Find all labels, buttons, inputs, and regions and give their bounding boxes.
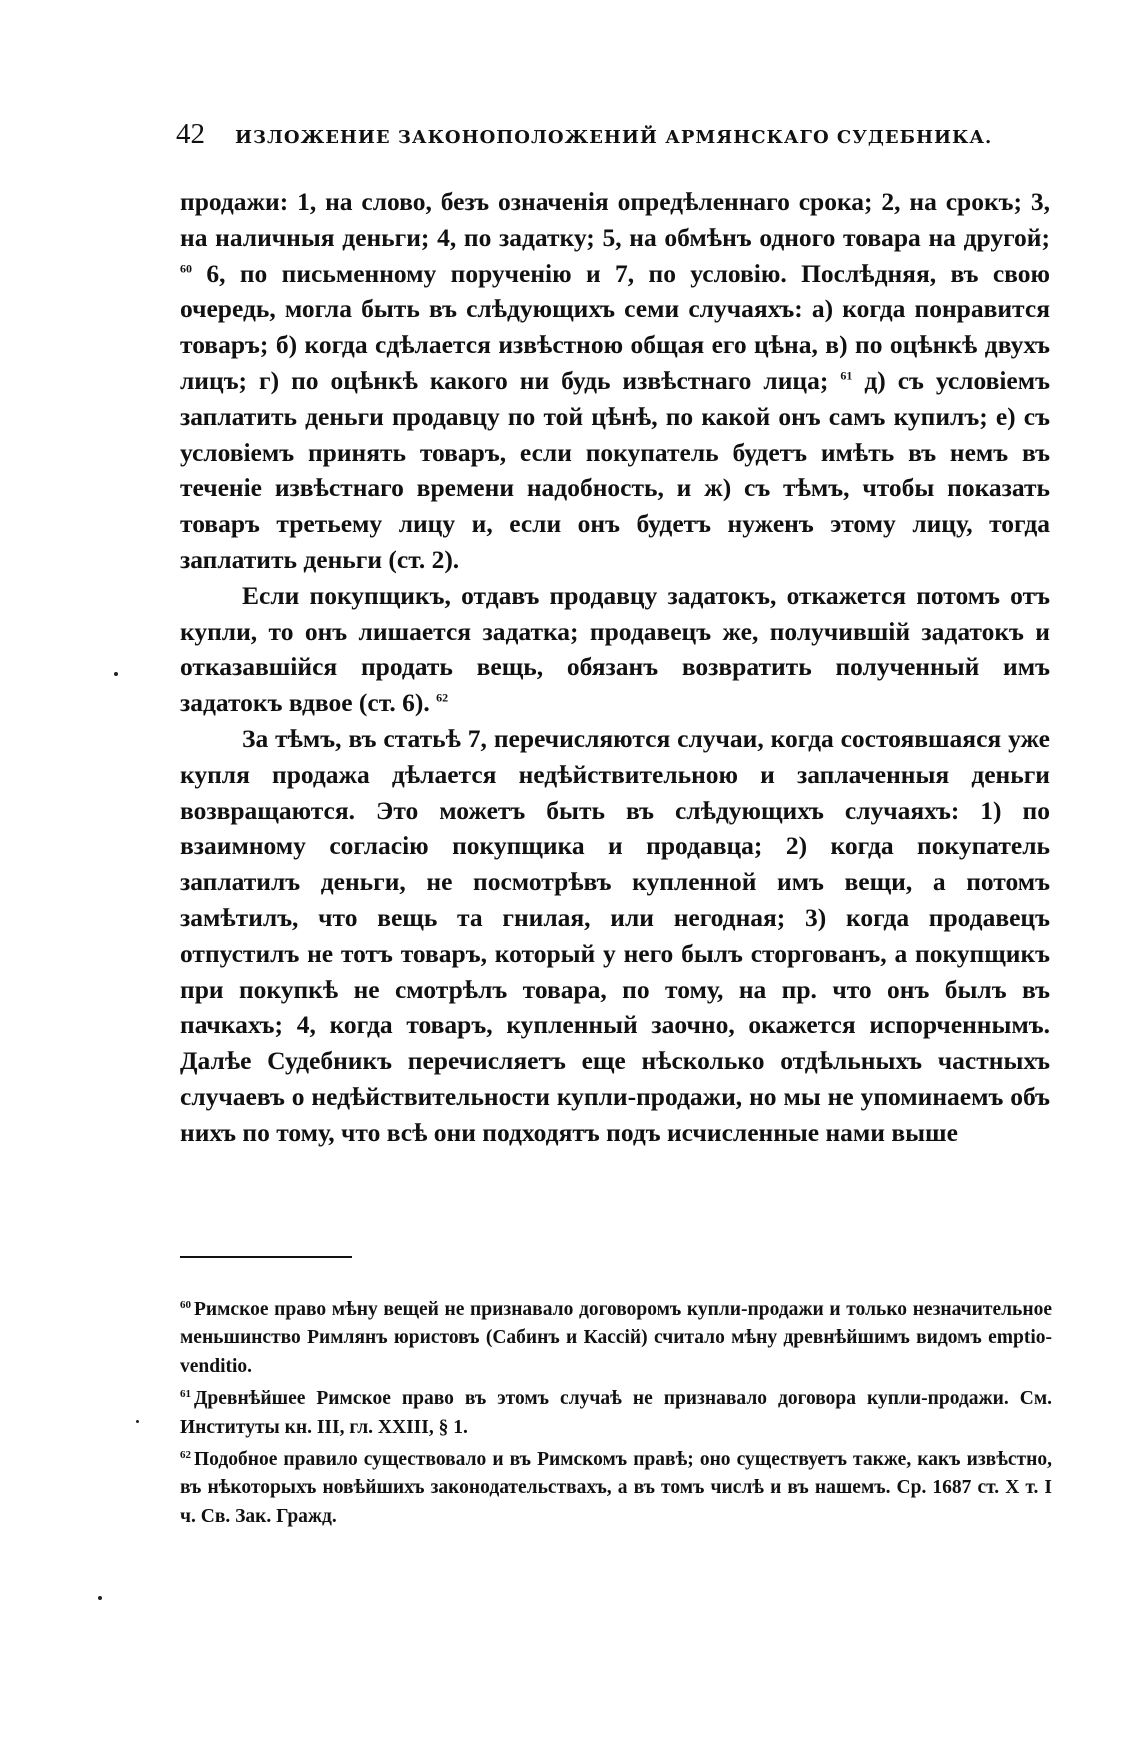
footnote-mark: 61 (180, 1387, 191, 1400)
paragraph-3 (180, 721, 1050, 1151)
footnote-separator-rule (180, 1256, 352, 1258)
scan-speck (136, 1420, 139, 1423)
footnote-mark: 62 (180, 1448, 191, 1461)
footnote-text: Подобное правило существовало и въ Римскомъ правѣ; оно существуетъ также, какъ извѣстно, въ нѣкоторыхъ новѣйшихъ законодательствахъ, а въ томъ числѣ и въ нашемъ. Ср. 1687 ст. X т. I ч. Св. Зак. Гражд. (180, 1449, 1052, 1527)
footnote-text: Древнѣйшее Римское право въ этомъ случаѣ не признавало договора купли-продажи. См. Институты кн. III, гл. XXIII, § 1. (180, 1388, 1052, 1438)
paragraph-1-part-2: 6, по письменному порученію и 7, по условію. Послѣдняя, въ свою очередь, могла быть въ слѣдующихъ семи случаяхъ: а) когда понравится товаръ; б) когда сдѣлается извѣстною общая его цѣна, в) по оцѣнкѣ двухъ лицъ; г) по оцѣнкѣ какого ни будь извѣстнаго лица; (180, 258, 1050, 395)
footnotes (180, 1296, 1052, 1535)
page-header (176, 118, 1056, 158)
footnote-60 (180, 1296, 1052, 1381)
footnote-mark: 60 (180, 1298, 191, 1311)
paragraph-1-part-3: д) съ условіемъ заплатить деньги продавцу по той цѣнѣ, по какой онъ самъ купилъ; е) съ условіемъ принять товаръ, если покупатель будетъ имѣть въ немъ въ теченіе извѣстнаго времени надобность, и ж) съ тѣмъ, чтобы показать товаръ третьему лицу и, если онъ будетъ нуженъ этому лицу, тогда заплатить деньги (ст. 2). (180, 365, 1050, 574)
paragraph-1 (180, 184, 1050, 578)
paragraph-2 (180, 578, 1050, 721)
paragraph-1-part-1: продажи: 1, на слово, безъ означенія опредѣленнаго срока; 2, на срокъ; 3, на наличныя деньги; 4, по задатку; 5, на обмѣнъ одного товара на другой; (180, 187, 1050, 252)
paragraph-3-text: За тѣмъ, въ статьѣ 7, перечисляются случаи, когда состоявшаяся уже купля продажа дѣлается недѣйствительною и заплаченныя деньги возвращаются. Это можетъ быть въ слѣдующихъ случаяхъ: 1) по взаимному согласію покупщика и продавца; 2) когда покупатель заплатилъ деньги, не посмотрѣвъ купленной имъ вещи, а потомъ замѣтилъ, что вещь та гнилая, или негодная; 3) когда продавецъ отпустилъ не тотъ товаръ, который у него былъ сторгованъ, а покупщикъ при покупкѣ не смотрѣлъ товара, по тому, на пр. что онъ былъ въ пачкахъ; 4, когда товаръ, купленный заочно, окажется испорченнымъ. Далѣе Судебникъ перечисляетъ еще нѣсколько отдѣльныхъ частныхъ случаевъ о недѣйствительности купли-продажи, но мы не упоминаемъ объ нихъ по тому, что всѣ они подходятъ подъ исчисленные нами выше (180, 723, 1050, 1147)
footnote-text: Римское право мѣну вещей не признавало договоромъ купли-продажи и только незначительное меньшинство Римлянъ юристовъ (Сабинъ и Кассій) считало мѣну древнѣйшимъ видомъ emptio-venditio. (180, 1299, 1052, 1377)
running-title: ИЗЛОЖЕНИЕ ЗАКОНОПОЛОЖЕНИЙ АРМЯНСКАГО СУДЕБНИКА. (235, 127, 993, 148)
scan-speck (98, 1596, 102, 1600)
footnote-reference-60: 60 (180, 261, 192, 276)
footnote-reference-61: 61 (840, 368, 853, 383)
footnote-62 (180, 1446, 1052, 1531)
footnote-reference-62: 62 (436, 690, 449, 705)
paragraph-2-text: Если покупщикъ, отдавъ продавцу задатокъ, откажется потомъ отъ купли, то онъ лишается задатка; продавецъ же, получившій задатокъ и отказавшійся продать вещь, обязанъ возвратить полученный имъ задатокъ вдвое (ст. 6). (180, 580, 1050, 718)
scan-speck (114, 672, 118, 676)
main-text (180, 184, 1050, 1151)
footnote-61 (180, 1385, 1052, 1442)
page-number: 42 (176, 118, 205, 150)
